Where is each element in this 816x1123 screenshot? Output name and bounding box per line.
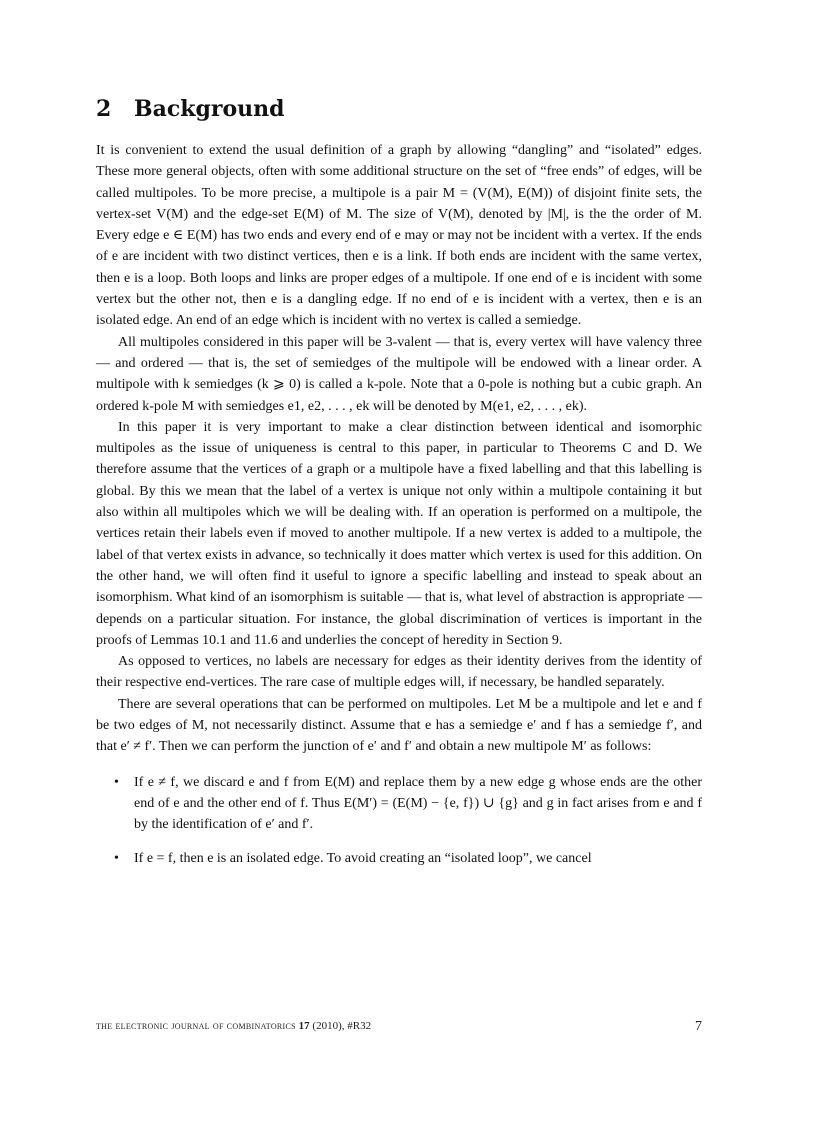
paragraph-labelling: In this paper it is very important to make a clear distinction between identical and isomorphic multipoles as the issue of uniqueness is central to this paper, in particular to Theorems C and D. We therefore assume that the vertices of a graph or a multipole have a fixed labelling and that this labelling is global. By this we mean that the label of a vertex is unique not only within a multipole containing it but also within all multipoles which we will be dealing with. If an operation is performed on a multipole, the vertices retain their labels even if moved to another multipole. If a new vertex is added to a multipole, the label of that vertex exists in advance, so technically it does matter which vertex is used for this addition. On the other hand, we will often find it useful to ignore a specific labelling and instead to speak about an isomorphism. What kind of an isomorphism is suitable — that is, what level of abstraction is appropriate — depends on a particular situation. For instance, the global discrimination of vertices is important in the proofs of Lemmas 10.1 and 11.6 and underlies the concept of heredity in Section 9.	[96, 419, 702, 648]
journal-name: the electronic journal of combinatorics	[96, 1020, 296, 1032]
list-item	[96, 848, 702, 869]
page-body	[96, 96, 702, 881]
section-number: 2	[96, 96, 112, 122]
paragraph-3-valent: All multipoles considered in this paper will be 3-valent — that is, every vertex will have valency three — and ordered — that is, the set of semiedges of the multipole will be endowed with a linear order. A multipole with k semiedges (k ⩾ 0) is called a k-pole. Note that a 0-pole is nothing but a cubic graph. An ordered k-pole M with semiedges e1, e2, . . . , ek will be denoted by M(e1, e2, . . . , ek).	[96, 334, 702, 414]
section-heading	[96, 96, 702, 122]
page-footer	[96, 1020, 702, 1032]
paragraph-junction: There are several operations that can be performed on multipoles. Let M be a multipole and let e and f be two edges of M, not necessarily distinct. Assume that e has a semiedge e′ and f has a semiedge f′, and that e′ ≠ f′. Then we can perform the junction of e′ and f′ and obtain a new multipole M′ as follows:	[96, 696, 702, 755]
list-item-text: If e ≠ f, we discard e and f from E(M) and replace them by a new edge g whose ends are the other end of e and the other end of f. Thus E(M′) = (E(M) − {e, f}) ∪ {g} and g in fact arises from e and f by the identification of e′ and f′.	[134, 774, 702, 833]
journal-year-article: (2010), #R32	[312, 1020, 372, 1032]
junction-cases-list	[96, 772, 702, 869]
bullet-icon: •	[114, 774, 119, 790]
page-number: 7	[695, 1019, 702, 1034]
section-title: Background	[134, 96, 285, 122]
paragraph-edges: As opposed to vertices, no labels are necessary for edges as their identity derives from the identity of their respective end-vertices. The rare case of multiple edges will, if necessary, be handled separately.	[96, 654, 702, 691]
paragraph-multipole-definition: It is convenient to extend the usual definition of a graph by allowing “dangling” and “isolated” edges. These more general objects, often with some additional structure on the set of “free ends” of edges, will be called multipoles. To be more precise, a multipole is a pair M = (V(M), E(M)) of disjoint finite sets, the vertex-set V(M) and the edge-set E(M) of M. The size of V(M), denoted by |M|, is the the order of M. Every edge e ∈ E(M) has two ends and every end of e may or may not be incident with a vertex. If the ends of e are incident with two distinct vertices, then e is a link. If both ends are incident with the same vertex, then e is a loop. Both loops and links are proper edges of a multipole. If one end of e is incident with some vertex but the other not, then e is a dangling edge. If no end of e is incident with a vertex, then e is an isolated edge. An end of an edge which is incident with no vertex is called a semiedge.	[96, 143, 702, 329]
list-item	[96, 772, 702, 836]
list-item-text: If e = f, then e is an isolated edge. To avoid creating an “isolated loop”, we cancel	[134, 850, 592, 866]
journal-volume: 17	[298, 1020, 310, 1032]
bullet-icon: •	[114, 850, 119, 866]
